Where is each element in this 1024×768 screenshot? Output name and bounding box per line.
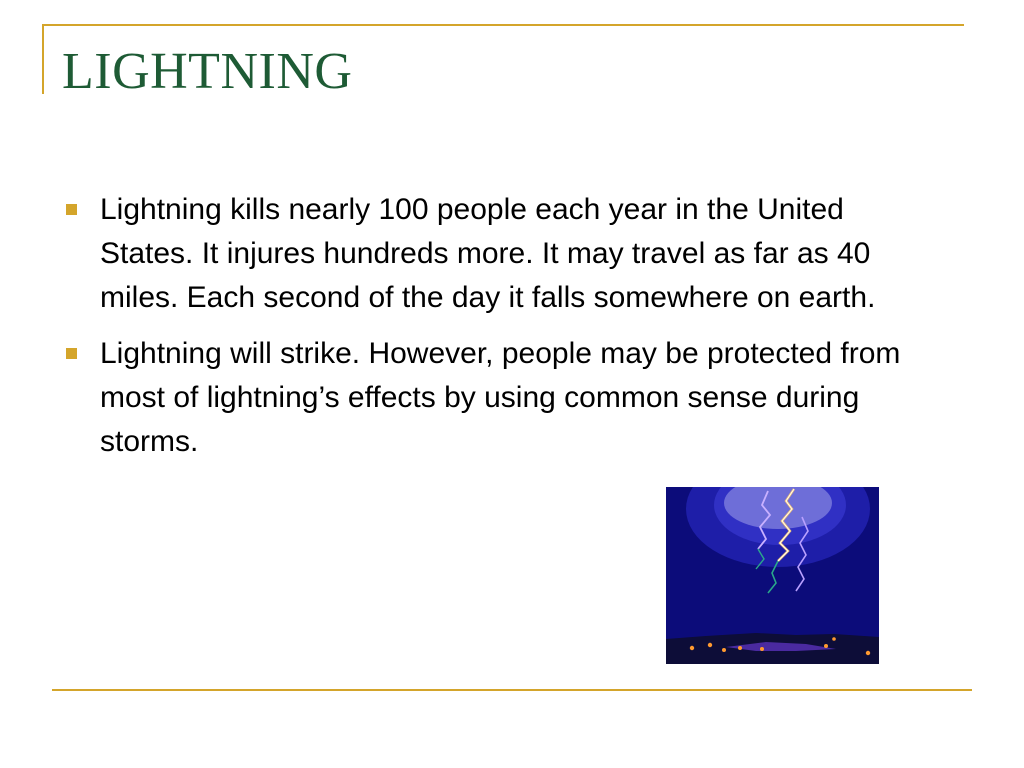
town-light — [722, 648, 726, 652]
bullet-text: Lightning kills nearly 100 people each year in the United States. It injures hundreds more. It may travel as far as 40 miles. Each second of the day it falls somewhere on earth. — [100, 193, 876, 314]
town-light — [824, 644, 828, 648]
town-light — [760, 647, 764, 651]
bullet-item — [62, 332, 942, 464]
town-light — [832, 637, 836, 641]
town-light — [690, 646, 694, 650]
bullet-list — [62, 188, 942, 476]
lightning-storm-image — [666, 487, 879, 664]
town-light — [738, 646, 742, 650]
bullet-item — [62, 188, 942, 320]
town-light — [866, 651, 870, 655]
slide-title: LIGHTNING — [62, 43, 353, 100]
frame-bottom-rule — [52, 689, 972, 691]
square-bullet-icon — [66, 348, 77, 359]
bullet-text: Lightning will strike. However, people may be protected from most of lightning’s effects by using common sense during storms. — [100, 337, 901, 458]
frame-left-rule — [42, 24, 44, 94]
frame-top-rule — [42, 24, 964, 26]
town-light — [708, 643, 712, 647]
square-bullet-icon — [66, 204, 77, 215]
